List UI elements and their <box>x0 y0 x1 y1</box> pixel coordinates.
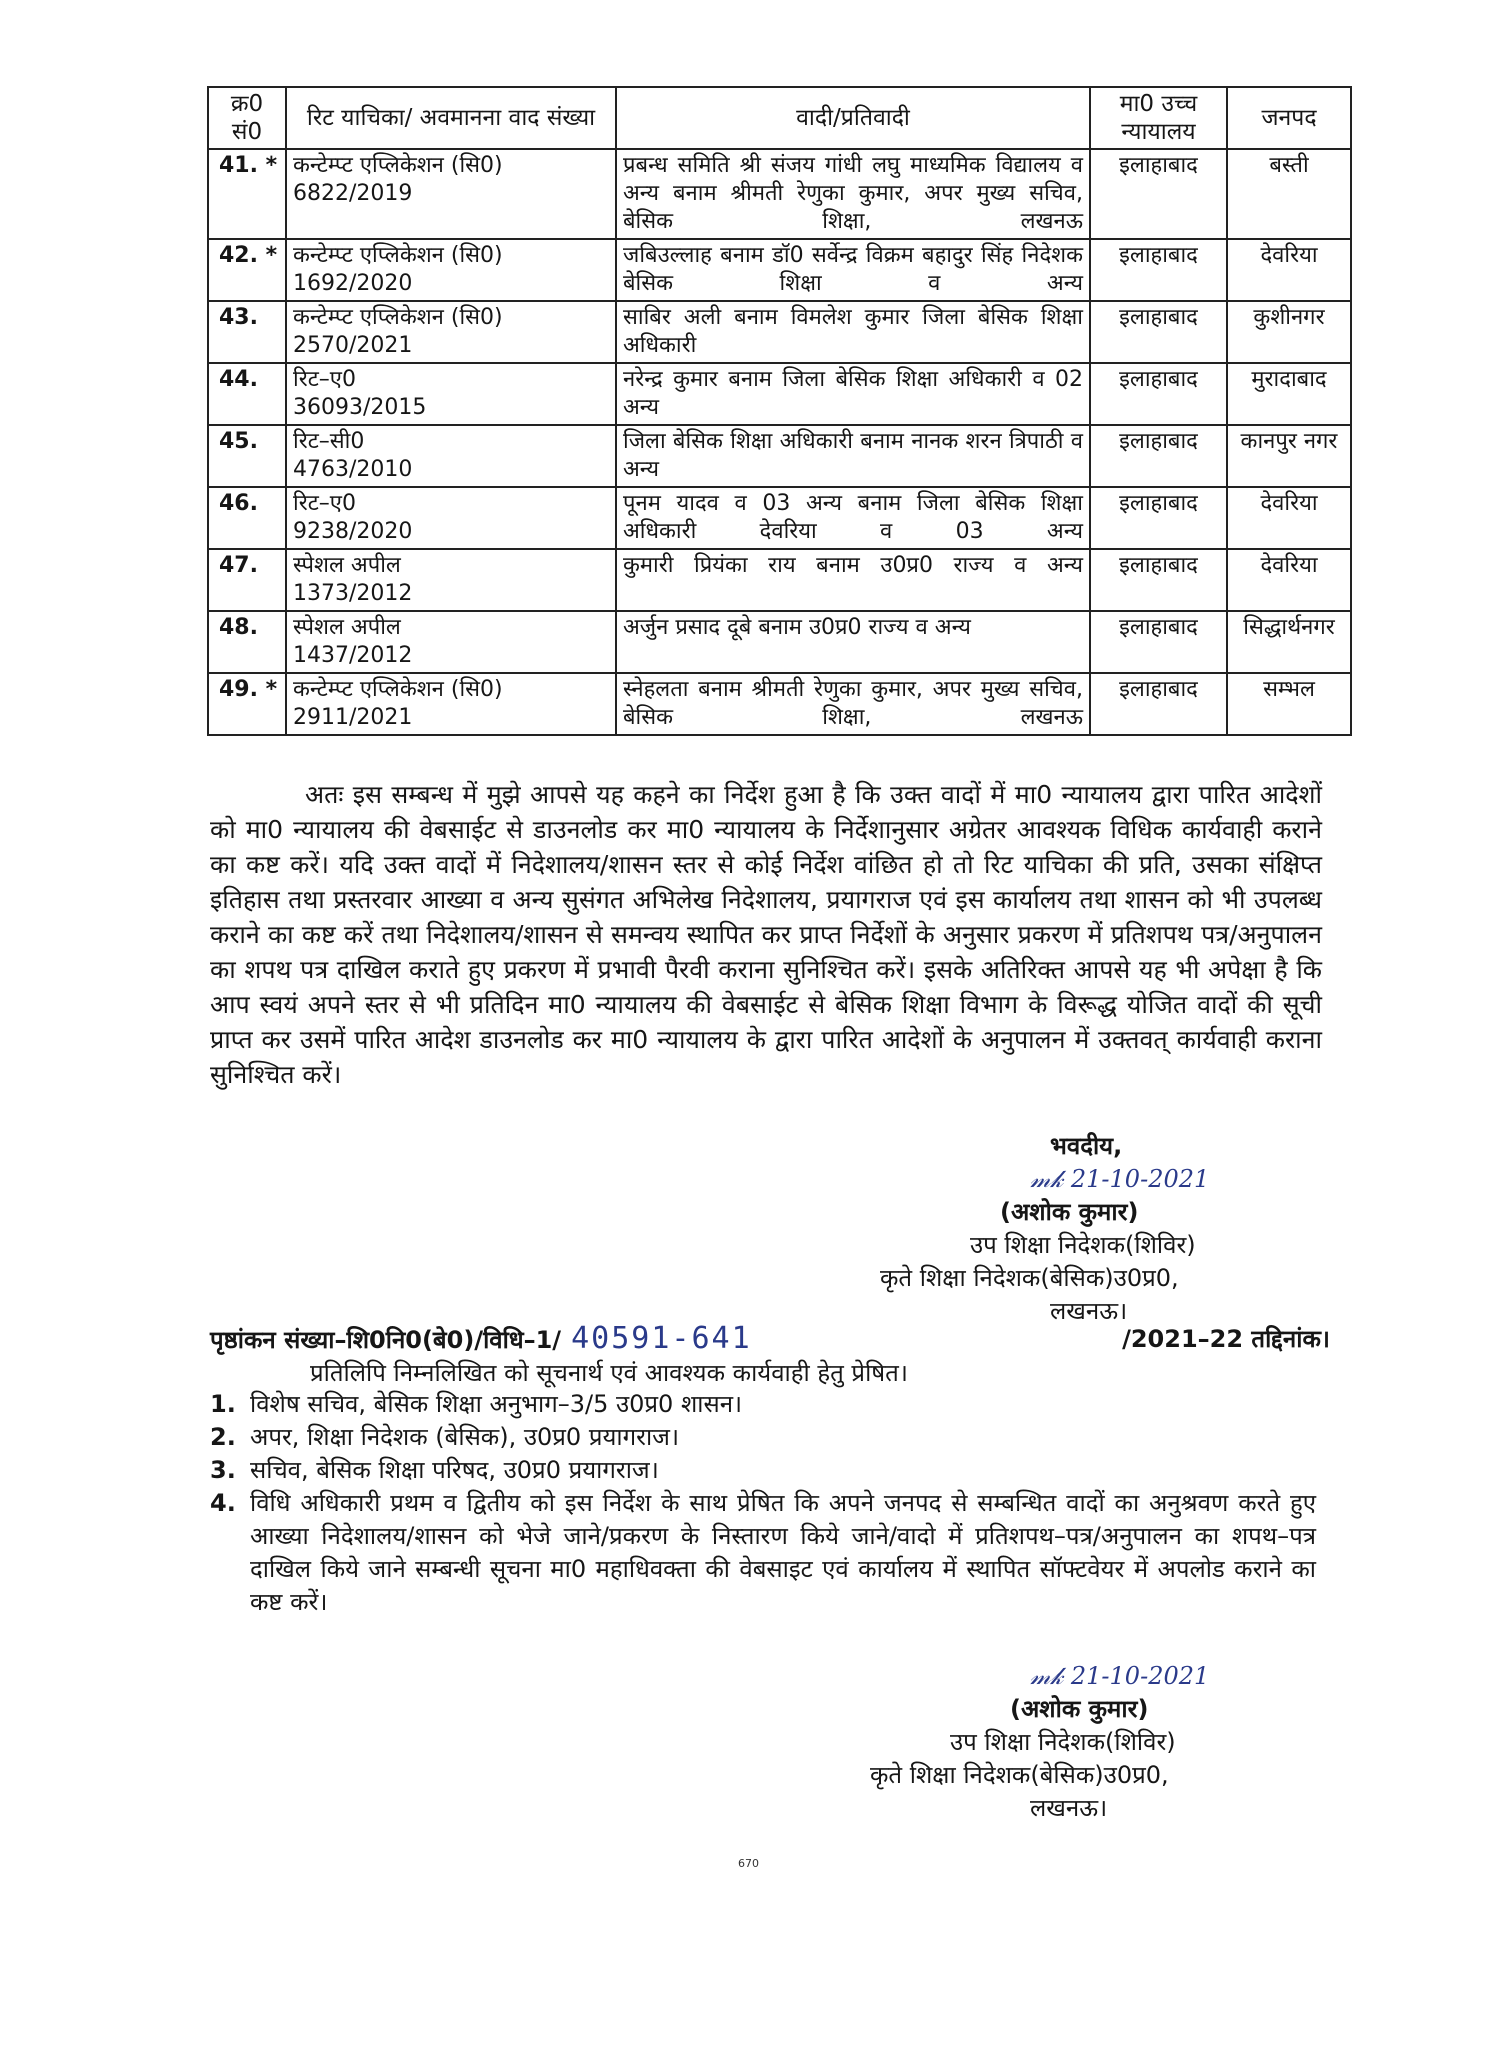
header-court: मा0 उच्च न्यायालय <box>1090 87 1227 149</box>
petition-number: 1437/2012 <box>293 643 413 668</box>
table-row <box>208 673 1351 735</box>
signatory-name: (अशोक कुमार) <box>1010 1695 1149 1723</box>
signatory-on-behalf: कृते शिक्षा निदेशक(बेसिक)उ0प्र0, <box>880 1264 1179 1292</box>
list-item <box>210 1454 1316 1487</box>
list-number: 4. <box>210 1489 236 1517</box>
copy-list <box>210 1388 1316 1619</box>
reference-label: पृष्ठांकन संख्या–शि0नि0(बे0)/विधि–1/ <box>210 1326 562 1354</box>
petition-type: रिट–सी0 <box>293 429 365 454</box>
petition-number: 2911/2021 <box>293 705 413 730</box>
cell-parties: पूनम यादव व 03 अन्य बनाम जिला बेसिक शिक्षा अधिकारी देवरिया व 03 अन्य <box>616 487 1090 549</box>
signatory-city: लखनऊ। <box>1050 1297 1128 1325</box>
petition-type: कन्टेम्प्ट एप्लिकेशन (सि0) <box>293 153 503 178</box>
petition-type: कन्टेम्प्ट एप्लिकेशन (सि0) <box>293 677 503 702</box>
handwritten-date: 21-10-2021 <box>1070 1662 1210 1690</box>
cell-court: इलाहाबाद <box>1090 487 1227 549</box>
cell-parties: जिला बेसिक शिक्षा अधिकारी बनाम नानक शरन त्रिपाठी व अन्य <box>616 425 1090 487</box>
cell-district: देवरिया <box>1227 549 1351 611</box>
cell-court: इलाहाबाद <box>1090 149 1227 239</box>
handwritten-signature-icon: 𝓂𝓀 <box>1030 1662 1064 1690</box>
cell-petition <box>286 487 616 549</box>
cell-petition <box>286 149 616 239</box>
cell-district: कुशीनगर <box>1227 301 1351 363</box>
reference-line <box>210 1322 1330 1357</box>
cell-sno: 42. * <box>208 239 286 301</box>
cell-parties: प्रबन्ध समिति श्री संजय गांधी लघु माध्यमिक विद्यालय व अन्य बनाम श्रीमती रेणुका कुमार, अपर मुख्य सचिव, बेसिक शिक्षा, लखनऊ <box>616 149 1090 239</box>
table-row <box>208 301 1351 363</box>
cell-district: देवरिया <box>1227 487 1351 549</box>
list-item <box>210 1388 1316 1421</box>
copy-intro: प्रतिलिपि निम्नलिखित को सूचनार्थ एवं आवश्यक कार्यवाही हेतु प्रेषित। <box>310 1359 908 1387</box>
table-row <box>208 549 1351 611</box>
cell-district: कानपुर नगर <box>1227 425 1351 487</box>
cell-petition <box>286 301 616 363</box>
petition-number: 1692/2020 <box>293 271 413 296</box>
list-text: सचिव, बेसिक शिक्षा परिषद, उ0प्र0 प्रयागराज। <box>250 1456 659 1484</box>
handwritten-signature-icon: 𝓂𝓀 <box>1030 1165 1064 1193</box>
cell-parties: स्नेहलता बनाम श्रीमती रेणुका कुमार, अपर मुख्य सचिव, बेसिक शिक्षा, लखनऊ <box>616 673 1090 735</box>
closing-text: भवदीय, <box>1050 1132 1123 1160</box>
cell-sno: 49. * <box>208 673 286 735</box>
table-row <box>208 487 1351 549</box>
cell-district: देवरिया <box>1227 239 1351 301</box>
cell-petition <box>286 611 616 673</box>
signature-date <box>970 1163 1330 1196</box>
cell-court: इलाहाबाद <box>1090 549 1227 611</box>
list-item <box>210 1487 1316 1619</box>
cell-court: इलाहाबाद <box>1090 425 1227 487</box>
petition-number: 6822/2019 <box>293 181 413 206</box>
list-text: अपर, शिक्षा निदेशक (बेसिक), उ0प्र0 प्रयागराज। <box>250 1423 680 1451</box>
cell-district: सिद्धार्थनगर <box>1227 611 1351 673</box>
cell-petition <box>286 363 616 425</box>
table-row <box>208 149 1351 239</box>
cell-court: इलाहाबाद <box>1090 239 1227 301</box>
signatory-on-behalf: कृते शिक्षा निदेशक(बेसिक)उ0प्र0, <box>870 1761 1169 1789</box>
header-sno: क्र0 सं0 <box>208 87 286 149</box>
list-text: विधि अधिकारी प्रथम व द्वितीय को इस निर्देश के साथ प्रेषित कि अपने जनपद से सम्बन्धित वादों का अनुश्रवण करते हुए आख्या निदेशालय/शासन को भेजे जाने/प्रकरण के निस्तारण किये जाने/वादो में प्रतिशपथ–पत्र/अनुपालन का शपथ–पत्र दाखिल किये जाने सम्बन्धी सूचना मा0 महाधिवक्ता की वेबसाइट एवं कार्यालय में स्थापित सॉफ्टवेयर में अपलोड कराने का कष्ट करें। <box>250 1489 1316 1616</box>
petition-type: स्पेशल अपील <box>293 553 401 578</box>
page-number: 670 <box>738 1857 759 1870</box>
cell-sno: 44. <box>208 363 286 425</box>
header-district: जनपद <box>1227 87 1351 149</box>
cell-sno: 46. <box>208 487 286 549</box>
list-number: 1. <box>210 1390 236 1418</box>
petition-type: रिट–ए0 <box>293 367 356 392</box>
cell-court: इलाहाबाद <box>1090 301 1227 363</box>
signatory-designation: उप शिक्षा निदेशक(शिविर) <box>970 1231 1196 1259</box>
handwritten-date: 21-10-2021 <box>1070 1165 1210 1193</box>
petition-type: कन्टेम्प्ट एप्लिकेशन (सि0) <box>293 305 503 330</box>
cell-parties: कुमारी प्रियंका राय बनाम उ0प्र0 राज्य व अन्य <box>616 549 1090 611</box>
case-table <box>207 86 1352 736</box>
cell-petition <box>286 673 616 735</box>
cell-district: बस्ती <box>1227 149 1351 239</box>
cell-sno: 45. <box>208 425 286 487</box>
petition-number: 2570/2021 <box>293 333 413 358</box>
list-text: विशेष सचिव, बेसिक शिक्षा अनुभाग–3/5 उ0प्र0 शासन। <box>250 1390 743 1418</box>
cell-court: इलाहाबाद <box>1090 611 1227 673</box>
reference-number: 40591-641 <box>571 1321 752 1356</box>
table-header-row <box>208 87 1351 149</box>
list-number: 3. <box>210 1456 236 1484</box>
petition-number: 4763/2010 <box>293 457 413 482</box>
cell-parties: साबिर अली बनाम विमलेश कुमार जिला बेसिक शिक्षा अधिकारी <box>616 301 1090 363</box>
cell-petition <box>286 425 616 487</box>
table-row <box>208 425 1351 487</box>
cell-court: इलाहाबाद <box>1090 673 1227 735</box>
list-item <box>210 1421 1316 1454</box>
petition-type: कन्टेम्प्ट एप्लिकेशन (सि0) <box>293 243 503 268</box>
cell-sno: 48. <box>208 611 286 673</box>
list-number: 2. <box>210 1423 236 1451</box>
cell-parties: जबिउल्लाह बनाम डॉ0 सर्वेन्द्र विक्रम बहादुर सिंह निदेशक बेसिक शिक्षा व अन्य <box>616 239 1090 301</box>
petition-number: 36093/2015 <box>293 395 427 420</box>
signature-block-2 <box>870 1660 1340 1825</box>
cell-parties: नरेन्द्र कुमार बनाम जिला बेसिक शिक्षा अधिकारी व 02 अन्य <box>616 363 1090 425</box>
header-petition: रिट याचिका/ अवमानना वाद संख्या <box>286 87 616 149</box>
signatory-designation: उप शिक्षा निदेशक(शिविर) <box>950 1728 1176 1756</box>
signature-block-1 <box>880 1130 1330 1328</box>
table-row <box>208 239 1351 301</box>
cell-district: सम्भल <box>1227 673 1351 735</box>
cell-sno: 41. * <box>208 149 286 239</box>
cell-court: इलाहाबाद <box>1090 363 1227 425</box>
header-parties: वादी/प्रतिवादी <box>616 87 1090 149</box>
cell-sno: 47. <box>208 549 286 611</box>
cell-sno: 43. <box>208 301 286 363</box>
petition-number: 1373/2012 <box>293 581 413 606</box>
cell-petition <box>286 239 616 301</box>
signatory-city: लखनऊ। <box>1030 1794 1108 1822</box>
signatory-name: (अशोक कुमार) <box>1000 1198 1139 1226</box>
body-paragraph: अतः इस सम्बन्ध में मुझे आपसे यह कहने का निर्देश हुआ है कि उक्त वादों में मा0 न्यायालय द्वारा पारित आदेशों को मा0 न्यायालय की वेबसाईट से डाउनलोड कर मा0 न्यायालय के निर्देशानुसार अग्रेतर आवश्यक विधिक कार्यवाही कराने का कष्ट करें। यदि उक्त वादों में निदेशालय/शासन स्तर से कोई निर्देश वांछित हो तो रिट याचिका की प्रति, उसका संक्षिप्त इतिहास तथा प्रस्तरवार आख्या व अन्य सुसंगत अभिलेख निदेशालय, प्रयागराज एवं इस कार्यालय तथा शासन को भी उपलब्ध कराने का कष्ट करें तथा निदेशालय/शासन से समन्वय स्थापित कर प्राप्त निर्देशों के अनुसार प्रकरण में प्रतिशपथ पत्र/अनुपालन का शपथ पत्र दाखिल कराते हुए प्रकरण में प्रभावी पैरवी कराना सुनिश्चित करें। इसके अतिरिक्त आपसे यह भी अपेक्षा है कि आप स्वयं अपने स्तर से भी प्रतिदिन मा0 न्यायालय की वेबसाईट से बेसिक शिक्षा विभाग के विरूद्ध योजित वादों की सूची प्राप्त कर उसमें पारित आदेश डाउनलोड कर मा0 न्यायालय के द्वारा पारित आदेशों के अनुपालन में उक्तवत् कार्यवाही कराना सुनिश्चित करें। <box>210 780 1322 1089</box>
table-row <box>208 363 1351 425</box>
table-row <box>208 611 1351 673</box>
cell-petition <box>286 549 616 611</box>
petition-type: स्पेशल अपील <box>293 615 401 640</box>
cell-district: मुरादाबाद <box>1227 363 1351 425</box>
signature-date <box>940 1660 1340 1693</box>
petition-number: 9238/2020 <box>293 519 413 544</box>
reference-tail: /2021–22 तद्दिनांक। <box>1122 1325 1330 1353</box>
petition-type: रिट–ए0 <box>293 491 356 516</box>
cell-parties: अर्जुन प्रसाद दूबे बनाम उ0प्र0 राज्य व अन्य <box>616 611 1090 673</box>
